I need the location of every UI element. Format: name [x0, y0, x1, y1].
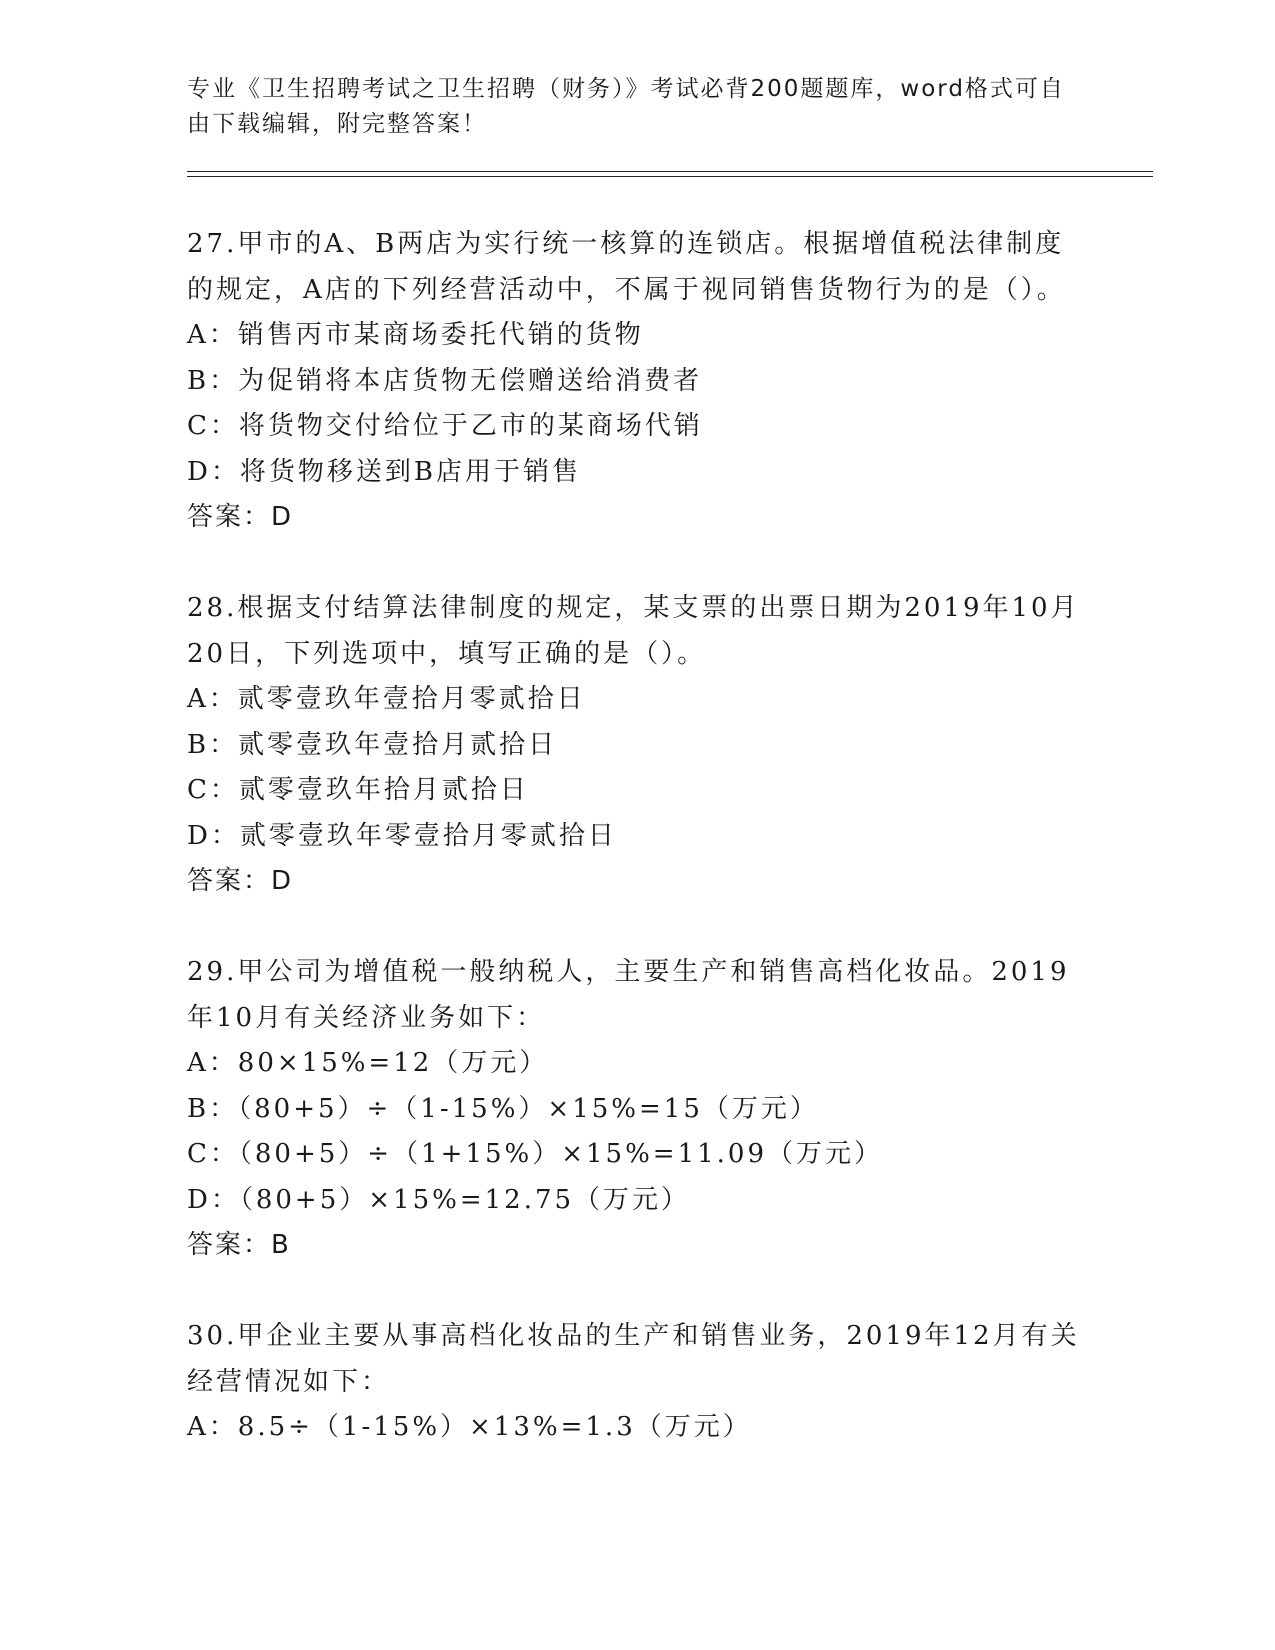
option-c: C：将货物交付给位于乙市的某商场代销 — [187, 411, 703, 441]
question-28 — [187, 586, 1087, 905]
question-stem-line: 28.根据支付结算法律制度的规定，某支票的出票日期为2019年10月 — [187, 593, 1080, 623]
question-stem-line: 的规定，A店的下列经营活动中，不属于视同销售货物行为的是（）。 — [187, 274, 1066, 305]
header-line-2: 由下载编辑，附完整答案！ — [187, 111, 487, 137]
question-stem-line: 年10月有关经济业务如下： — [187, 1002, 546, 1033]
option-d: D：贰零壹玖年零壹拾月零贰拾日 — [187, 820, 617, 851]
answer: 答案：D — [187, 502, 294, 532]
answer: 答案：D — [187, 866, 294, 896]
option-c: C：贰零壹玖年拾月贰拾日 — [187, 775, 529, 805]
option-a: A：80×15%=12（万元） — [187, 1048, 549, 1078]
question-30 — [187, 1314, 1087, 1451]
option-b: B：（80+5）÷（1-15%）×15%=15（万元） — [187, 1093, 819, 1124]
option-c: C：（80+5）÷（1+15%）×15%=11.09（万元） — [187, 1139, 883, 1169]
option-b: B：为促销将本店货物无偿赠送给消费者 — [187, 365, 703, 396]
option-a: A：8.5÷（1-15%）×13%=1.3（万元） — [187, 1412, 752, 1442]
question-stem-line: 30.甲企业主要从事高档化妆品的生产和销售业务，2019年12月有关 — [187, 1321, 1080, 1351]
question-29 — [187, 950, 1087, 1269]
document-header — [187, 72, 1077, 142]
header-line-1: 专业《卫生招聘考试之卫生招聘（财务）》考试必背200题题库，word格式可自 — [187, 76, 1065, 102]
question-stem-line: 20日，下列选项中，填写正确的是（）。 — [187, 638, 707, 669]
option-b: B：贰零壹玖年壹拾月贰拾日 — [187, 729, 558, 760]
question-stem-line: 27.甲市的A、B两店为实行统一核算的连锁店。根据增值税法律制度 — [187, 229, 1065, 259]
question-stem-line: 经营情况如下： — [187, 1366, 391, 1397]
option-d: D：（80+5）×15%=12.75（万元） — [187, 1184, 691, 1215]
header-divider-bottom — [187, 176, 1153, 177]
answer: 答案：B — [187, 1230, 291, 1260]
option-d: D：将货物移送到B店用于销售 — [187, 456, 581, 487]
option-a: A：销售丙市某商场委托代销的货物 — [187, 320, 644, 350]
question-stem-line: 29.甲公司为增值税一般纳税人，主要生产和销售高档化妆品。2019 — [187, 957, 1070, 987]
option-a: A：贰零壹玖年壹拾月零贰拾日 — [187, 684, 586, 714]
question-27 — [187, 222, 1087, 541]
header-divider-top — [187, 171, 1153, 172]
